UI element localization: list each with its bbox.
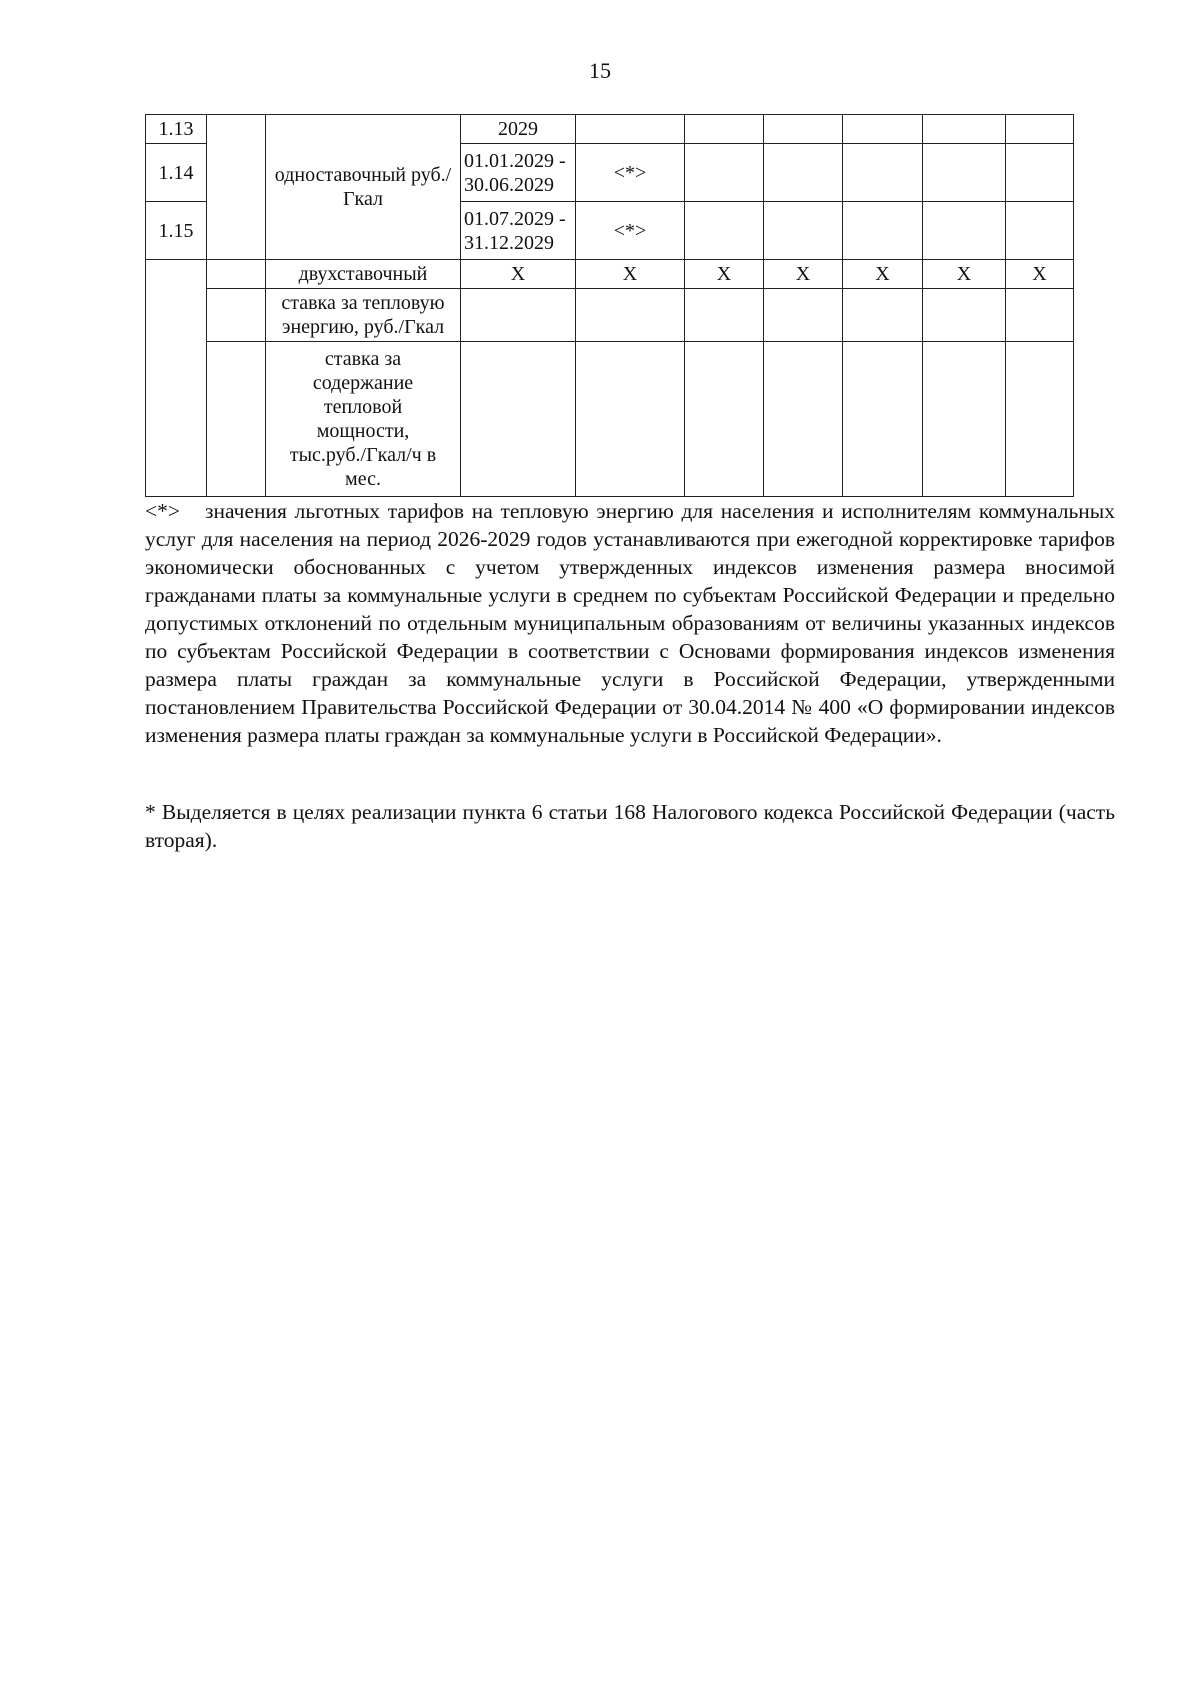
value-cell: <*>: [576, 202, 685, 260]
period-cell: 2029: [461, 115, 576, 144]
value-cell: [461, 289, 576, 342]
value-cell: [923, 202, 1006, 260]
table-row: [146, 115, 1074, 144]
value-cell: [923, 144, 1006, 202]
page-number: 15: [589, 58, 611, 83]
x-mark: X: [1006, 260, 1074, 289]
tariff-table: [145, 114, 1074, 497]
single-rate-label: одноставочный руб./Гкал: [266, 115, 461, 260]
footnote-text: значения льготных тарифов на тепловую энергию для населения и исполнителям коммунальных услуг для населения на период 2026-2029 годов устанавливаются при ежегодной корректировке тарифов экономически обоснованных с учетом утвержденных индексов изменения размера вносимой гражданами платы за коммунальные услуги в среднем по субъектам Российской Федерации и предельно допустимых отклонений по отдельным муниципальным образованиям от величины указанных индексов по субъектам Российской Федерации в соответствии с Основами формирования индексов изменения размера платы граждан за коммунальные услуги в Российской Федерации, утвержденными постановлением Правительства Российской Федерации от 30.04.2014 № 400 «О формировании индексов изменения размера платы граждан за коммунальные услуги в Российской Федерации».: [145, 499, 1115, 747]
value-cell: [764, 115, 843, 144]
x-mark: X: [923, 260, 1006, 289]
row-number: [146, 260, 207, 497]
value-cell: <*>: [576, 144, 685, 202]
value-cell: [843, 342, 923, 497]
value-cell: [923, 289, 1006, 342]
footnote-tax: [145, 798, 1115, 854]
footnote-tariffs: [145, 497, 1115, 749]
value-cell: [1006, 115, 1074, 144]
value-cell: [923, 115, 1006, 144]
value-cell: [764, 144, 843, 202]
footnote-text: * Выделяется в целях реализации пункта 6 статьи 168 Налогового кодекса Российской Федерации (часть вторая).: [145, 800, 1115, 852]
value-cell: [843, 144, 923, 202]
value-cell: [685, 289, 764, 342]
value-cell: [764, 202, 843, 260]
value-cell: [685, 342, 764, 497]
row-number: 1.13: [146, 115, 207, 144]
x-mark: X: [685, 260, 764, 289]
x-mark: X: [461, 260, 576, 289]
value-cell: [1006, 289, 1074, 342]
value-cell: [843, 115, 923, 144]
x-mark: X: [764, 260, 843, 289]
table-row: [146, 342, 1074, 497]
footnote-marker: <*>: [145, 499, 181, 523]
row-number: 1.15: [146, 202, 207, 260]
value-cell: [843, 289, 923, 342]
period-cell: 01.01.2029 - 30.06.2029: [461, 144, 576, 202]
value-cell: [1006, 202, 1074, 260]
value-cell: [1006, 342, 1074, 497]
empty-cell: [207, 342, 266, 497]
empty-cell: [207, 260, 266, 289]
two-part-label: двухставочный: [266, 260, 461, 289]
x-mark: X: [576, 260, 685, 289]
value-cell: [461, 342, 576, 497]
x-mark: X: [843, 260, 923, 289]
value-cell: [923, 342, 1006, 497]
value-cell: [764, 342, 843, 497]
table-row: [146, 289, 1074, 342]
value-cell: [576, 342, 685, 497]
value-cell: [576, 289, 685, 342]
value-cell: [685, 115, 764, 144]
value-cell: [685, 144, 764, 202]
empty-cell: [207, 289, 266, 342]
empty-cell: [207, 115, 266, 260]
row-number: 1.14: [146, 144, 207, 202]
value-cell: [685, 202, 764, 260]
value-cell: [576, 115, 685, 144]
capacity-rate-label: ставка за содержание тепловой мощности, тыс.руб./Гкал/ч в мес.: [266, 342, 461, 497]
table-row: [146, 260, 1074, 289]
value-cell: [843, 202, 923, 260]
value-cell: [1006, 144, 1074, 202]
value-cell: [764, 289, 843, 342]
period-cell: 01.07.2029 - 31.12.2029: [461, 202, 576, 260]
heat-energy-rate-label: ставка за тепловую энергию, руб./Гкал: [266, 289, 461, 342]
